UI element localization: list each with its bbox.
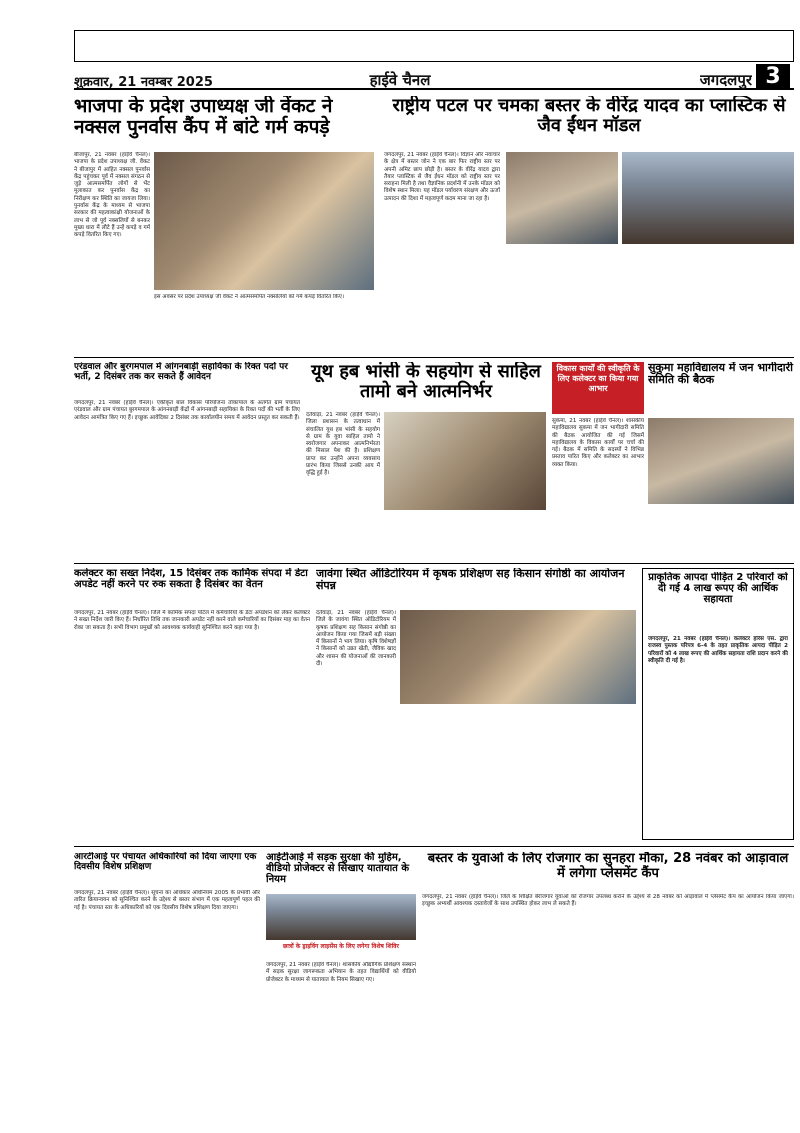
collector-body: जगदलपुर, 21 नवंबर (हाईवे चैनल)। जिले में कार्मिक संपदा पोर्टल में कर्मचारियों के डेटा अपडेशन को लेकर कलेक्टर ने सख्त निर्देश जारी किए हैं। निर्धारित तिथि तक जानकारी अपडेट नहीं करने वाले कर्मचारियों का दिसंबर माह का वेतन रोका जा सकता है। सभी विभाग प्रमुखों को आवश्यक कार्यवाही सुनिश्चित करने कहा गया है। <box>74 610 310 631</box>
collector-headline: कलेक्टर का सख्त निर्देश, 15 दिसंबर तक कार्मिक संपदा में डेटा अपडेट नहीं करने पर रुक सकता है दिसंबर का वेतन <box>74 568 308 591</box>
sukuma-headline: सुकुमा महाविद्यालय में जन भागीदारी समिति की बैठक <box>648 362 793 387</box>
divider-1 <box>74 357 794 358</box>
farmer-photo <box>400 610 636 704</box>
placement-headline: बस्तर के युवाओं के लिए रोजगार का सुनहरा मौका, 28 नवंबर को आड़ावाल में लगेगा प्लेसमेंट कैंप <box>427 852 789 881</box>
divider-3 <box>74 846 794 847</box>
divider-2 <box>74 563 794 564</box>
bjp-caption: इस अवसर पर प्रदेश उपाध्यक्ष जी वेंकट ने आत्मसमर्पित नक्सलियों को गर्म कपड़े वितरित किए। <box>154 294 345 300</box>
paper-name: हाईवे चैनल <box>369 71 431 89</box>
issue-date: शुक्रवार, 21 नवम्बर 2025 <box>74 75 213 90</box>
bjp-body: बीजापुर, 21 नवंबर (हाईवे चैनल)। भाजपा के प्रदेश उपाध्यक्ष जी. वेंकट ने बीजापुर में आहित नक्सल पुनर्वास केंद्र पहुंचकर पूर्व में नक्सल संगठन से जुड़े आत्मसमर्पित लोगों से भेंट मुलाकात कर पुनर्वास केंद्र का निरीक्षण कर स्थिति का जायजा लिया। पुनर्वास केंद्र के माध्यम से भाजपा सरकार की महत्वाकांक्षी योजनाओं के लाभ से जो पूर्व नक्सलियों से बनकर मुख्य धारा में लौटे हैं उन्हें कपड़े व गर्म कपड़े वितरित किए गए। <box>74 152 150 239</box>
iti-body: जगदलपुर, 21 नवंबर (हाईवे चैनल)। शासकीय औद्योगिक प्रशिक्षण संस्थान में सड़क सुरक्षा जागरूकता अभियान के तहत विद्यार्थियों को वीडियो प्रोजेक्टर के माध्यम से यातायात के नियम सिखाए गए। <box>266 962 416 983</box>
sukuma-body: सुकमा, 21 नवंबर (हाईवे चैनल)। शासकीय महाविद्यालय सुकमा में जन भागीदारी समिति की बैठक आयोजित की गई जिसमें महाविद्यालय के विकास कार्यों पर चर्चा की गई। बैठक में समिति के सदस्यों ने विभिन्न प्रस्ताव पारित किए और कलेक्टर का आभार व्यक्त किया। <box>552 418 644 468</box>
placement-body: जगदलपुर, 21 नवंबर (हाईवे चैनल)। जिले के शिक्षित बेरोजगार युवाओं को रोजगार उपलब्ध कराने के उद्देश्य से 28 नवंबर को आड़ावाल में प्लेसमेंट कैंप का आयोजन किया जाएगा। इच्छुक अभ्यर्थी आवश्यक दस्तावेजों के साथ उपस्थित होकर लाभ ले सकते हैं। <box>422 894 794 908</box>
iti-caption: छात्रों के ड्राइविंग लाइसेंस के लिए लगेगा विशेष शिविर <box>283 943 399 950</box>
veerendra-headline: राष्ट्रीय पटल पर चमका बस्तर के वीरेंद्र यादव का प्लास्टिक से जैव ईंधन मॉडल <box>392 96 786 137</box>
relief-title: प्राकृतिक आपदा पीड़ित 2 परिवारों को दी गई 4 लाख रूपए की आर्थिक सहायता <box>648 572 788 606</box>
relief-body: जगदलपुर, 21 नवंबर (हाईवे चैनल)। कलेक्टर हरिस एस. द्वारा राजस्व पुस्तक परिपत्र 6-4 के तहत प्राकृतिक आपदा पीड़ित 2 परिवारों को 4 लाख रूपए की आर्थिक सहायता राशि प्रदान करने की स्वीकृति दी गई है। <box>648 636 788 664</box>
top-ad-box <box>74 30 794 62</box>
anganwadi-body: जगदलपुर, 21 नवंबर (हाईवे चैनल)। एकीकृत बाल विकास परियोजना तोकापाल के अंतर्गत ग्राम पंचायत एरंडवाल और ग्राम पंचायत बुरगमपाल के आंगनबाड़ी केंद्रों में आंगनबाड़ी सहायिका के रिक्त पदों की भर्ती के लिए आवेदन आमंत्रित किए गए हैं। इच्छुक आवेदिका 2 दिसंबर तक कार्यालयीन समय में आवेदन प्रस्तुत कर सकती हैं। <box>74 400 300 421</box>
veerendra-body: जगदलपुर, 21 नवंबर (हाईवे चैनल)। विज्ञान और नवाचार के क्षेत्र में बस्तर जोन ने एक बार फिर राष्ट्रीय स्तर पर अपनी अमिट छाप छोड़ी है। बस्तर के वीरेंद्र यादव द्वारा तैयार प्लास्टिक से जैव ईंधन मॉडल को राष्ट्रीय स्तर पर सराहना मिली है तथा वैज्ञानिक प्रदर्शनी में उनके मॉडल को विशेष स्थान मिला। यह मॉडल पर्यावरण संरक्षण और ऊर्जा उत्पादन की दिशा में महत्वपूर्ण कदम माना जा रहा है। <box>384 152 500 202</box>
veerendra-photo-2 <box>622 152 794 244</box>
youth-body: दंतेवाड़ा, 21 नवंबर (हाईवे चैनल)। जिला प्रशासन के तत्वाधान में संचालित यूथ हब भांसी के सहयोग से ग्राम के युवा साहिल तामो ने स्वरोजगार अपनाकर आत्मनिर्भरता की मिसाल पेश की है। प्रशिक्षण प्राप्त कर उन्होंने अपना व्यवसाय प्रारंभ किया जिससे उनकी आय में वृद्धि हुई है। <box>306 412 380 477</box>
bjp-photo <box>154 152 374 290</box>
youth-photo <box>384 412 546 510</box>
rto-body: जगदलपुर, 21 नवंबर (हाईवे चैनल)। सूचना का अधिकार अधिनियम 2005 के प्रभावी और त्वरित क्रियान्वयन को सुनिश्चित करने के उद्देश्य से बस्तर संभाग में एक महत्वपूर्ण पहल की गई है। पंचायत स्तर के अधिकारियों को एक दिवसीय विशेष प्रशिक्षण दिया जाएगा। <box>74 890 260 911</box>
farmer-headline: जावंगा स्थित ऑडिटोरियम में कृषक प्रशिक्षण सह किसान संगोष्ठी का आयोजन संपन्न <box>316 568 625 593</box>
iti-photo <box>266 894 416 940</box>
collector-thanks-tag: विकास कार्यों की स्वीकृति के लिए कलेक्टर का किया गया आभार <box>552 362 644 414</box>
city-name: जगदलपुर <box>699 71 752 89</box>
anganwadi-headline: एरंडवाल और बुरगमपाल में आंगनबाड़ी सहायिका के रिक्त पदों पर भर्ती, 2 दिसंबर तक कर सकते हैं आवेदन <box>74 362 288 383</box>
bjp-headline: भाजपा के प्रदेश उपाध्यक्ष जी वेंकट ने नक्सल पुनर्वास कैंप में बांटे गर्म कपड़े <box>74 96 333 139</box>
rto-headline: आरटीआई पर पंचायत अधिकारियों को दिया जाएगा एक दिवसीय विशेष प्रशिक्षण <box>74 852 257 873</box>
sukuma-photo <box>648 418 794 504</box>
iti-headline: आईटीआई में सड़क सुरक्षा की मुहिम, वीडियो प्रोजेक्टर से सिखाए यातायात के नियम <box>266 852 410 886</box>
veerendra-photo-1 <box>506 152 618 244</box>
farmer-body: दंतेवाड़ा, 21 नवंबर (हाईवे चैनल)। जिले के जावंगा स्थित ऑडिटोरियम में कृषक प्रशिक्षण सह किसान संगोष्ठी का आयोजन किया गया जिसमें बड़ी संख्या में किसानों ने भाग लिया। कृषि विशेषज्ञों ने किसानों को उन्नत खेती, जैविक खाद और शासन की योजनाओं की जानकारी दी। <box>316 610 396 668</box>
youth-headline: यूथ हब भांसी के सहयोग से साहिल तामो बने आत्मनिर्भर <box>311 362 541 403</box>
page-number: 3 <box>756 64 790 90</box>
